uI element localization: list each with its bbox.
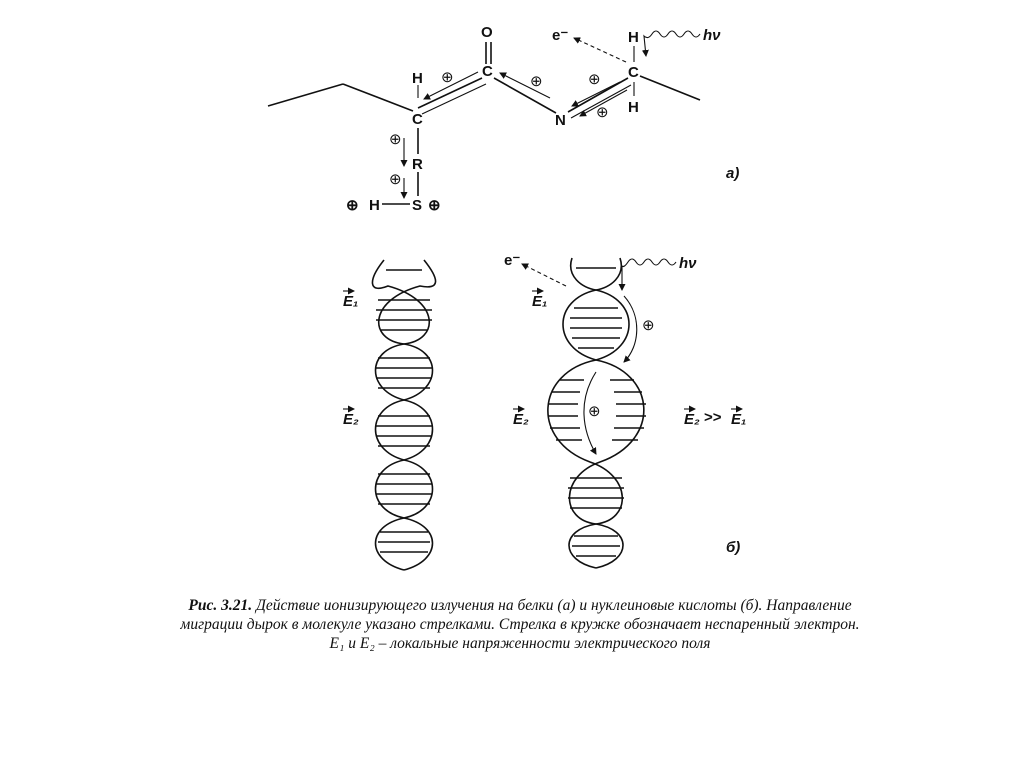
ejected-electron-arrow [574,38,626,62]
compare-e2: E₂ [684,411,700,428]
bond-cright-right [640,76,700,100]
photon-label-b: hν [679,255,697,272]
atom-h-left: H [412,70,423,87]
ejected-electron-arrow-b [522,264,566,286]
hole-plus-2: ⊕ [530,73,543,90]
photon-wave-b [622,259,676,290]
hole-plus-5: ⊕ [389,131,402,148]
photon-label-a: hν [703,27,721,44]
atom-r: R [412,156,423,173]
right-helix-strand-2 [563,258,644,568]
left-e1-label: E₁ [343,293,359,310]
atom-o: O [481,24,493,41]
hole-plus-1: ⊕ [441,69,454,86]
right-e1-label: E₁ [532,293,548,310]
atom-h-s: H [369,197,380,214]
atom-h-right-bottom: H [628,99,639,116]
bond-chain-calpha [343,84,413,111]
figure-caption [180,596,860,653]
hole-plus-b2: ⊕ [588,403,601,420]
photon-wave-a [644,31,700,56]
atom-h-right-top: H [628,29,639,46]
right-e2-label: E₂ [513,411,529,428]
bond-left-chain [268,84,343,106]
atom-c-carbonyl: C [482,63,493,80]
atom-s: S [412,197,423,214]
bond-ccarbonyl-n [494,78,556,113]
hole-plus-b1: ⊕ [642,317,655,334]
left-e2-label: E₂ [343,411,359,428]
atom-c-alpha: C [412,111,423,128]
ejected-electron-label: e⁻ [552,27,569,44]
compare-e1: E₁ [731,411,747,428]
panel-a-protein [268,24,739,214]
atom-n: N [555,112,566,129]
panel-label-a: а) [726,165,740,182]
hole-plus-6: ⊕ [389,171,402,188]
caption-text: Действие ионизирующего излучения на белки (а) и нуклеиновые кислоты (б). Направление миграции дырок в молекуле указано стрелками. Стрелка в кружке обозначает неспаренный электрон. E₁ и E₂ – локальные напряженности электрического поля [180,597,860,652]
unpaired-electron-s: ⊕ [428,197,441,214]
atom-c-right: C [628,64,639,81]
panel-b-nucleic [343,252,746,570]
bond-calpha-ccarbonyl-2 [422,84,486,114]
hole-plus-3: ⊕ [588,71,601,88]
hole-migration-arrow-1 [624,296,637,362]
left-helix-strand-2 [376,260,436,570]
panel-label-b: б) [726,539,741,556]
ejected-electron-label-b: e⁻ [504,252,521,269]
compare-operator: >> [704,409,722,426]
left-helix-rungs [376,270,432,552]
left-helix-strand-1 [372,260,432,570]
caption-fig-number: Рис. 3.21. [188,597,253,614]
unpaired-electron-h: ⊕ [346,197,359,214]
hole-plus-4: ⊕ [596,104,609,121]
